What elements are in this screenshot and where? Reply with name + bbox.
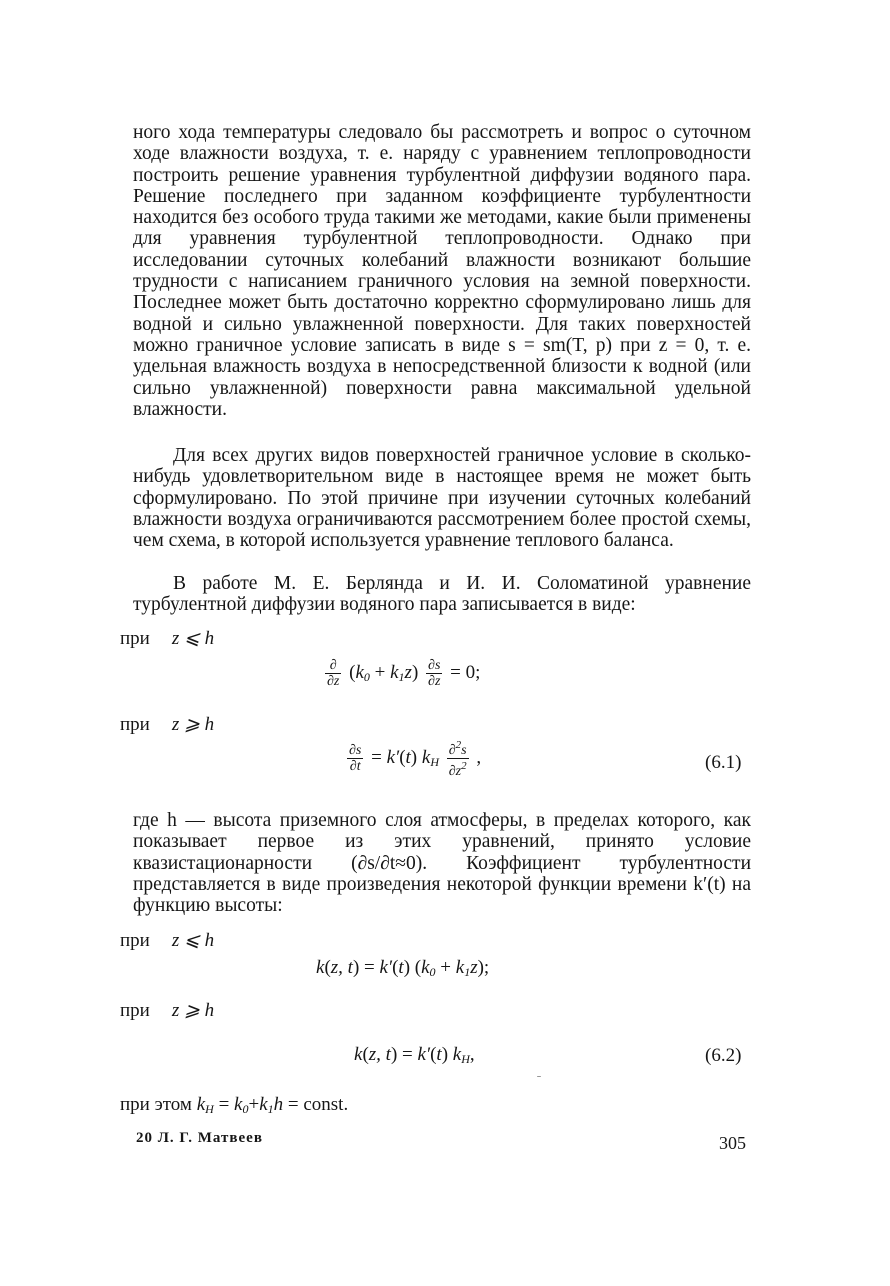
condition-expr: z ⩾ h bbox=[171, 714, 215, 735]
equation-5: при этом $k_H = k_0+k_1h$ = const. bbox=[120, 1094, 349, 1116]
condition-word: при bbox=[120, 1000, 150, 1021]
equation-2: $\frac{\partial s}{\partial t}$ = k′(t) $k_H$ $\frac{\partial^2s}{\partial z^2}$ , bbox=[349, 739, 482, 779]
condition-le-2 bbox=[120, 930, 214, 952]
condition-ge-1 bbox=[120, 714, 214, 736]
condition-ge-2 bbox=[120, 1000, 214, 1022]
condition-expr: z ⩽ h bbox=[171, 628, 215, 649]
equation-4: k(z, t) = k′(t) $k_H$, bbox=[354, 1044, 475, 1066]
stray-mark: ˉ bbox=[537, 1072, 541, 1086]
paragraph-3: В работе М. Е. Берлянда и И. И. Соломатиной уравнение турбулентной диффузии водяного пара записывается в виде: bbox=[133, 573, 751, 616]
condition-expr: z ⩽ h bbox=[171, 930, 215, 951]
equation-number-6-2: (6.2) bbox=[705, 1045, 742, 1066]
page-number: 305 bbox=[719, 1133, 746, 1153]
equation-number-6-1: (6.1) bbox=[705, 752, 742, 773]
condition-expr: z ⩾ h bbox=[171, 1000, 215, 1021]
condition-le-1 bbox=[120, 628, 214, 650]
equation-1: $\frac{\partial}{\partial z}$ $(k_0 + k_1z)$ $\frac{\partial s}{\partial z}$ = 0; bbox=[327, 658, 481, 689]
paragraph-1: ного хода температуры следовало бы рассмотреть и вопрос о суточном ходе влажности воздуха, т. е. наряду с уравнением теплопроводности построить решение уравнения турбулентной диффузии водяного пара. Решение последнего при заданном коэффициенте турбулентности находится без особого труда такими же методами, какие были применены для уравнения турбулентной теплопроводности. Однако при исследовании суточных колебаний влажности возникают большие трудности с написанием граничного условия на земной поверхности. Последнее может быть достаточно корректно сформулировано лишь для водной и сильно увлажненной поверхности. Для таких поверхностей можно граничное условие записать в виде s = sm(T, p) при z = 0, т. е. удельная влажность воздуха в непосредственной близости к водной (или сильно увлажненной) поверхности равна максимальной удельной влажности. bbox=[133, 122, 751, 420]
paragraph-2: Для всех других видов поверхностей граничное условие в сколько-нибудь удовлетворительном виде в настоящее время не может быть сформулировано. По этой причине при изучении суточных колебаний влажности воздуха ограничиваются рассмотрением более простой схемы, чем схема, в которой используется уравнение теплового баланса. bbox=[133, 445, 751, 552]
condition-word: при bbox=[120, 628, 150, 649]
equation-3: k(z, t) = k′(t) $(k_0 + k_1z)$; bbox=[316, 957, 490, 979]
paragraph-4: где h — высота приземного слоя атмосферы, в пределах которого, как показывает первое из этих уравнений, принято условие квазистационарности (∂s/∂t≈0). Коэффициент турбулентности представляется в виде произведения некоторой функции времени k′(t) на функцию высоты: bbox=[133, 810, 751, 917]
condition-word: при bbox=[120, 714, 150, 735]
footer-signature: 20 Л. Г. Матвеев bbox=[136, 1130, 263, 1146]
condition-word: при bbox=[120, 930, 150, 951]
